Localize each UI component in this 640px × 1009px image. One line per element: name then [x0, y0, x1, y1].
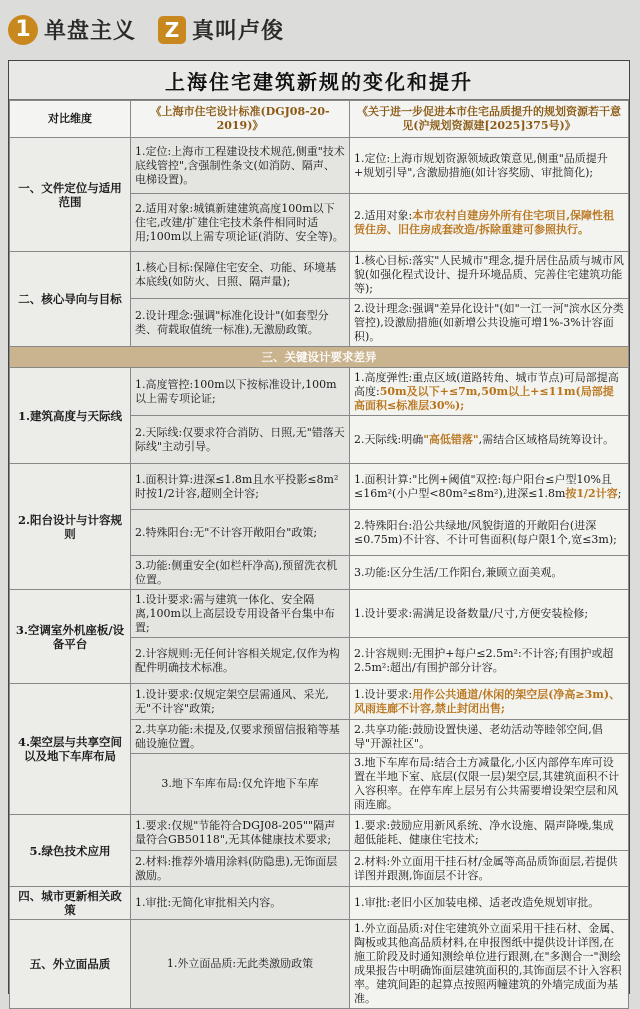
brand-header — [0, 0, 640, 58]
old-cell: 2.共享功能:未提及,仅要求预留信报箱等基础设施位置。 — [131, 720, 350, 754]
old-cell: 1.定位:上海市工程建设技术规范,侧重"技术底线管控",含强制性条文(如消防、隔声、电梯设置)。 — [131, 138, 350, 194]
table-row — [10, 138, 629, 194]
row-dimension: 二、核心导向与目标 — [10, 252, 131, 347]
old-cell: 1.外立面品质:无此类激励政策 — [131, 920, 350, 1009]
brand-zhenjiao — [158, 14, 284, 45]
new-cell: 3.功能:区分生活/工作阳台,兼顾立面美观。 — [350, 556, 629, 590]
brand-name-2: 真叫卢俊 — [192, 19, 285, 44]
old-cell: 2.设计理念:强调"标准化设计"(如套型分类、荷载取值统一标准),无激励政策。 — [131, 299, 350, 347]
new-cell: 2.计容规则:无围护+每户≤2.5m²:不计容;有围护或超2.5m²:超出/有围护部分计容。 — [350, 638, 629, 684]
header-new-policy: 《关于进一步促进本市住宅品质提升的规划资源若干意见(沪规划资源建[2025]375号)》 — [350, 101, 629, 138]
row-dimension: 五、外立面品质 — [10, 920, 131, 1009]
new-cell: 1.定位:上海市规划资源领域政策意见,侧重"品质提升+规划引导",含激励措施(如计容奖励、审批简化); — [350, 138, 629, 194]
highlight-text: 用作公共通道/休闲的架空层(净高≥3m)、风雨连廊不计容,禁止封闭出售; — [354, 687, 621, 715]
old-cell: 3.功能:侧重安全(如栏杆净高),预留洗衣机位置。 — [131, 556, 350, 590]
new-cell: 2.共享功能:鼓励设置快递、老幼活动等睦邻空间,倡导"开源社区"。 — [350, 720, 629, 754]
new-cell — [350, 194, 629, 252]
table-row — [10, 684, 629, 720]
table-row — [10, 464, 629, 510]
row-dimension: 1.建筑高度与天际线 — [10, 368, 131, 464]
new-cell: 2.特殊阳台:沿公共绿地/风貌街道的开敞阳台(进深≤0.75m)不计容、不计可售面积(每户限1个,宽≤3m); — [350, 510, 629, 556]
old-cell: 1.面积计算:进深≤1.8m且水平投影≤8m²时按1/2计容,超则全计容; — [131, 464, 350, 510]
old-cell: 2.材料:推荐外墙用涂料(防隐患),无饰面层激励。 — [131, 851, 350, 887]
old-cell: 1.核心目标:保障住宅安全、功能、环境基本底线(如防火、日照、隔声量); — [131, 252, 350, 299]
row-dimension: 4.架空层与共享空间以及地下车库布局 — [10, 684, 131, 815]
section-row — [10, 347, 629, 368]
table-row — [10, 887, 629, 920]
header-old-standard: 《上海市住宅设计标准(DGJ08-20-2019)》 — [131, 101, 350, 138]
text-span: 1.设计要求: — [354, 687, 413, 701]
highlight-text: "高低错落" — [423, 432, 479, 446]
highlight-text: 按1/2计容 — [565, 486, 618, 500]
new-cell: 2.材料:外立面用干挂石材/金属等高品质饰面层,若提供详图并跟测,饰面层不计容。 — [350, 851, 629, 887]
text-span: ; — [617, 486, 622, 500]
row-dimension: 四、城市更新相关政策 — [10, 887, 131, 920]
new-cell — [350, 464, 629, 510]
old-cell: 3.地下车库布局:仅允许地下车库 — [131, 754, 350, 815]
old-cell: 1.审批:无简化审批相关内容。 — [131, 887, 350, 920]
row-dimension: 一、文件定位与适用范围 — [10, 138, 131, 252]
new-cell: 1.核心目标:落实"人民城市"理念,提升居住品质与城市风貌(如强化程式设计、提升环境品质、完善住宅建筑功能等); — [350, 252, 629, 299]
new-cell — [350, 368, 629, 416]
old-cell: 1.要求:仅规"节能符合DGJ08-205""隔声量符合GB50118",无其体健康技术要求; — [131, 815, 350, 851]
old-cell: 1.设计要求:仅规定架空层需通风、采光,无"不计容"政策; — [131, 684, 350, 720]
comparison-document — [8, 60, 630, 1005]
brand-logo-2: Z — [158, 16, 186, 44]
new-cell — [350, 416, 629, 464]
header-dimension: 对比维度 — [10, 101, 131, 138]
brand-dansheng — [8, 14, 136, 45]
old-cell: 2.特殊阳台:无"不计容开敞阳台"政策; — [131, 510, 350, 556]
section-title: 三、关键设计要求差异 — [10, 347, 629, 368]
table-row — [10, 920, 629, 1009]
new-cell: 1.审批:老旧小区加装电梯、适老改造免规划审批。 — [350, 887, 629, 920]
old-cell: 2.天际线:仅要求符合消防、日照,无"错落天际线"主动引导。 — [131, 416, 350, 464]
text-span: 2.天际线:明确 — [354, 432, 424, 446]
text-span: 1.面积计算:"比例+阈值"双控:每户阳台≤户型10%且≤16m²(小户型<80m²≤8m²),进深≤1.8m — [354, 472, 612, 500]
new-cell: 1.外立面品质:对住宅建筑外立面采用干挂石材、金属、陶板或其他高品质材料,在申报图纸中提供设计详图,在施工阶段及时通知测绘单位进行跟测,在"多测合一"测绘成果报告中明确饰面层建筑面积的,其饰面层不计入容积率。建筑间距的起算点按照两幢建筑的外墙完成面为基准。 — [350, 920, 629, 1009]
text-span: 2.适用对象: — [354, 208, 413, 222]
highlight-text: 50m及以下+≤7m,50m以上+≤11m(局部提高面积≤标准层30%); — [354, 384, 614, 412]
new-cell: 1.设计要求:需满足设备数量/尺寸,方便安装检修; — [350, 590, 629, 638]
brand-name-1: 单盘主义 — [44, 19, 137, 44]
page-title: 上海住宅建筑新规的变化和提升 — [9, 61, 629, 100]
table-row — [10, 590, 629, 638]
table-header-row — [10, 101, 629, 138]
text-span: 1.高度弹性:重点区域(道路转角、城市节点)可局部提高高度: — [354, 370, 619, 398]
text-span: ,需结合区域格局统筹设计。 — [478, 432, 615, 446]
new-cell: 2.设计理念:强调"差异化设计"(如"一江一河"滨水区分类管控),设激励措施(如新增公共设施可增1%-3%计容面积)。 — [350, 299, 629, 347]
new-cell: 3.地下车库布局:结合土方减量化,小区内部停车库可设置在半地下室、底层(仅限一层)架空层,其建筑面积不计入容积率。在停车库上层另有公共需要增设架空层和风雨连廊。 — [350, 754, 629, 815]
old-cell: 1.高度管控:100m以下按标准设计,100m以上需专项论证; — [131, 368, 350, 416]
highlight-text: 本市农村自建房外所有住宅项目,保障性租赁住房、旧住房成套改造/拆除重建可参照执行。 — [354, 208, 615, 236]
row-dimension: 3.空调室外机座板/设备平台 — [10, 590, 131, 684]
table-row — [10, 815, 629, 851]
old-cell: 2.适用对象:城镇新建建筑高度100m以下住宅,改建/扩建住宅技术条件相同时适用;100m以上需专项论证(消防、安全等)。 — [131, 194, 350, 252]
comparison-table — [9, 100, 629, 1009]
table-row — [10, 252, 629, 299]
row-dimension: 2.阳台设计与计容规则 — [10, 464, 131, 590]
brand-logo-1: 1 — [8, 15, 38, 45]
new-cell — [350, 684, 629, 720]
old-cell: 1.设计要求:需与建筑一体化、安全隔离,100m以上高层设专用设备平台集中布置; — [131, 590, 350, 638]
new-cell: 1.要求:鼓励应用新风系统、净水设施、隔声降噪,集成超低能耗、健康住宅技术; — [350, 815, 629, 851]
old-cell: 2.计容规则:无任何计容相关规定,仅作为构配件明确技术标准。 — [131, 638, 350, 684]
table-row — [10, 368, 629, 416]
row-dimension: 5.绿色技术应用 — [10, 815, 131, 887]
